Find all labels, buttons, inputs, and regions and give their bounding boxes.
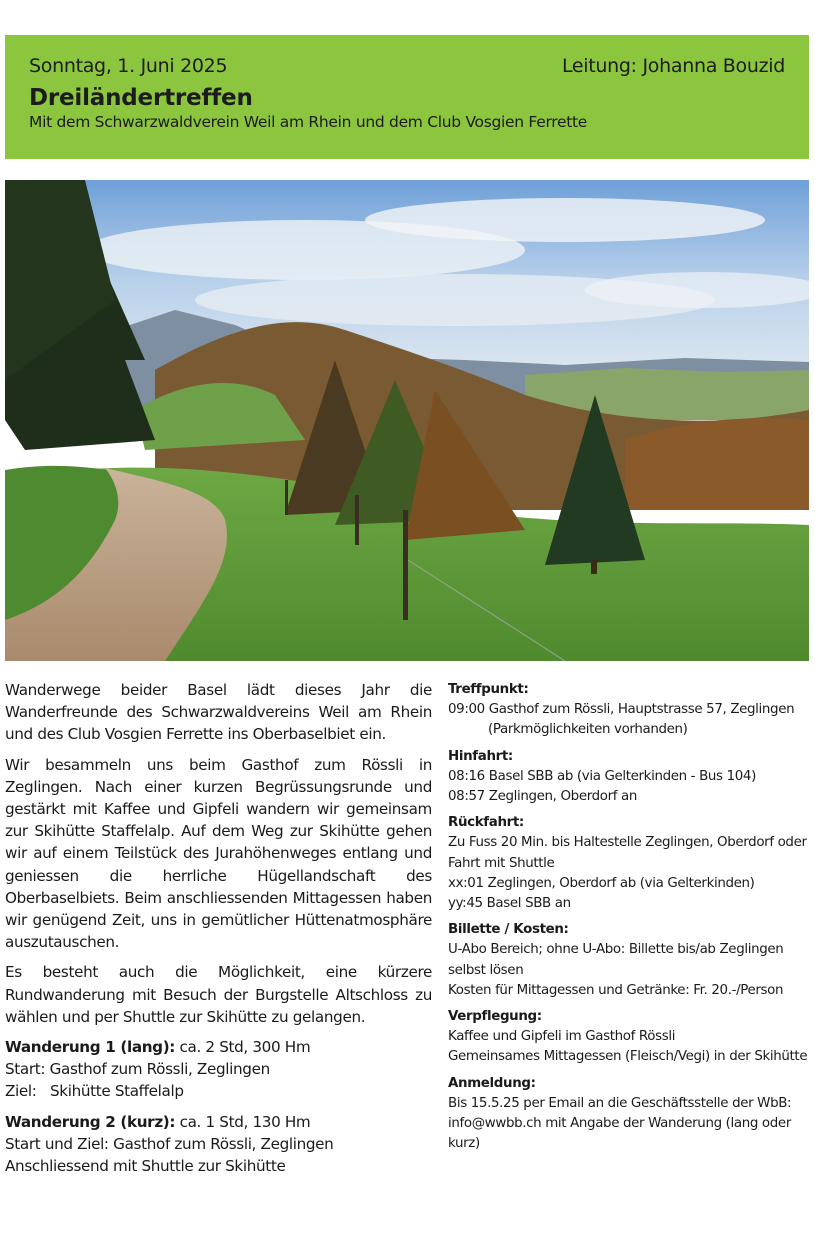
intro-paragraph: Wanderwege beider Basel lädt dieses Jahr die Wanderfreunde des Schwarzwaldvereins Weil am Rhein und des Club Vosgien Ferrette ins Oberbaselbiet ein. xyxy=(5,681,432,744)
hike-2-start: Start und Ziel: Gasthof zum Rössli, Zeglingen xyxy=(5,1134,334,1153)
hike-2-title: Wanderung 2 (kurz): xyxy=(5,1112,176,1131)
tickets-line-1: U-Abo Bereich; ohne U-Abo: Billette bis/ab Zeglingen selbst lösen xyxy=(448,942,784,978)
hike-2-detail: ca. 1 Std, 130 Hm xyxy=(175,1112,311,1131)
hike-1-end: Ziel: Skihütte Staffelalp xyxy=(5,1082,184,1101)
alternative-paragraph: Es besteht auch die Möglichkeit, eine kürzere Rundwanderung mit Besuch der Burgstelle Altschloss zu wählen und per Shuttle zur Skihütte zu gelangen. xyxy=(5,963,432,1026)
tickets-section xyxy=(448,920,810,1001)
meeting-line-1: 09:00 Gasthof zum Rössli, Hauptstrasse 57, Zeglingen xyxy=(448,702,795,718)
hike-1-heading xyxy=(5,1036,432,1058)
food-line-1: Kaffee und Gipfeli im Gasthof Rössli xyxy=(448,1029,676,1045)
outbound-heading: Hinfahrt: xyxy=(448,748,513,764)
food-heading: Verpflegung: xyxy=(448,1009,542,1025)
meeting-heading: Treffpunkt: xyxy=(448,682,529,697)
registration-section xyxy=(448,1074,810,1155)
outbound-line-1: 08:16 Basel SBB ab (via Gelterkinden - Bus 104) xyxy=(448,768,756,784)
hike-1-title: Wanderung 1 (lang): xyxy=(5,1038,176,1057)
event-header xyxy=(5,35,809,159)
outbound-section xyxy=(448,747,810,808)
return-line-3: yy:45 Basel SBB an xyxy=(448,896,571,912)
food-line-2: Gemeinsames Mittagessen (Fleisch/Vegi) in der Skihütte xyxy=(448,1049,808,1065)
hike-2-block xyxy=(5,1111,432,1178)
return-heading: Rückfahrt: xyxy=(448,815,524,831)
hike-1-detail: ca. 2 Std, 300 Hm xyxy=(175,1038,311,1057)
registration-line-1: Bis 15.5.25 per Email an die Geschäftsstelle der WbB: info@wwbb.ch mit Angabe der Wanderung (lang oder kurz) xyxy=(448,1095,792,1152)
landscape-photo xyxy=(5,180,809,661)
info-column xyxy=(448,680,810,1160)
tickets-heading: Billette / Kosten: xyxy=(448,922,569,938)
food-section xyxy=(448,1007,810,1068)
tickets-line-2: Kosten für Mittagessen und Getränke: Fr. 20.-/Person xyxy=(448,982,784,998)
description-column xyxy=(5,679,432,1185)
program-paragraph: Wir besammeln uns beim Gasthof zum Rössli in Zeglingen. Nach einer kurzen Begrüssungsrunde und gestärkt mit Kaffee und Gipfeli wandern wir gemeinsam zur Skihütte Staffelalp. Auf dem Weg zur Skihütte gehen wir auf einem Teilstück des Jurahöhenweges entlang und geniessen die herrliche Hügellandschaft des Oberbaselbiets. Beim anschliessenden Mittagessen haben wir genügend Zeit, uns in gemütlicher Hüttenatmosphäre auszutauschen. xyxy=(5,755,432,952)
outbound-line-2: 08:57 Zeglingen, Oberdorf an xyxy=(448,789,638,805)
return-line-1: Zu Fuss 20 Min. bis Haltestelle Zeglingen, Oberdorf oder Fahrt mit Shuttle xyxy=(448,835,807,871)
meeting-section xyxy=(448,680,810,741)
return-section xyxy=(448,813,810,914)
event-date: Sonntag, 1. Juni 2025 xyxy=(29,55,228,77)
hike-2-note: Anschliessend mit Shuttle zur Skihütte xyxy=(5,1157,286,1176)
registration-heading: Anmeldung: xyxy=(448,1075,536,1091)
event-subtitle: Mit dem Schwarzwaldverein Weil am Rhein und dem Club Vosgien Ferrette xyxy=(29,113,588,131)
hike-1-start: Start: Gasthof zum Rössli, Zeglingen xyxy=(5,1060,270,1079)
event-title: Dreiländertreffen xyxy=(29,85,253,111)
hike-1-block xyxy=(5,1036,432,1103)
return-line-2: xx:01 Zeglingen, Oberdorf ab (via Gelterkinden) xyxy=(448,875,755,891)
meeting-line-2: (Parkmöglichkeiten vorhanden) xyxy=(488,722,688,738)
event-leader: Leitung: Johanna Bouzid xyxy=(561,55,785,77)
header-top-row xyxy=(29,55,785,77)
hike-2-heading xyxy=(5,1111,432,1133)
